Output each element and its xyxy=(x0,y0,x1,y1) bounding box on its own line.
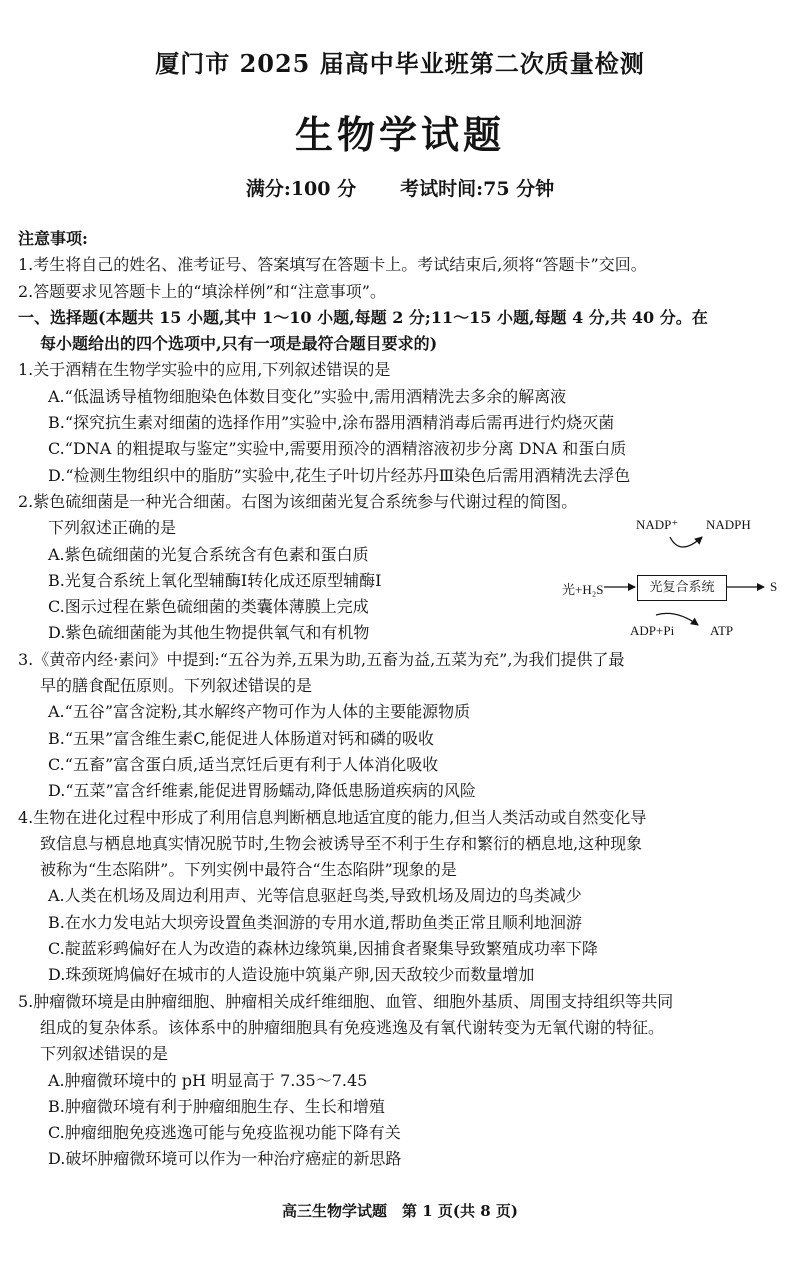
question-1-option-b: B.“探究抗生素对细菌的选择作用”实验中,涂布器用酒精消毒后需再进行灼烧灭菌 xyxy=(48,413,615,433)
section-1-header: 一、选择题(本题共 15 小题,其中 1～10 小题,每题 2 分;11～15 小题,每题 4 分,共 40 分。在 xyxy=(18,307,708,327)
question-2 xyxy=(18,489,784,647)
exam-info xyxy=(0,174,800,201)
question-3-option-b: B.“五果”富含维生素C,能促进人体肠道对钙和磷的吸收 xyxy=(48,728,434,748)
question-3-option-d: D.“五菜”富含纤维素,能促进胃肠蠕动,降低患肠道疾病的风险 xyxy=(48,781,476,801)
question-1-option-c: C.“DNA 的粗提取与鉴定”实验中,需要用预冷的酒精溶液初步分离 DNA 和蛋白质 xyxy=(48,439,627,459)
question-5-option-d: D.破坏肿瘤微环境可以作为一种治疗癌症的新思路 xyxy=(48,1149,402,1169)
question-4-option-a: A.人类在机场及周边利用声、光等信息驱赶鸟类,导致机场及周边的鸟类减少 xyxy=(48,886,582,906)
nadp-arrow xyxy=(670,537,702,547)
nadp-label: NADP⁺ xyxy=(636,516,679,532)
question-1-option-a: A.“低温诱导植物细胞染色体数目变化”实验中,需用酒精洗去多余的解离液 xyxy=(48,386,567,406)
output-label: S xyxy=(770,578,778,594)
section-1-header-cont: 每小题给出的四个选项中,只有一项是最符合题目要求的) xyxy=(40,334,438,354)
question-4-option-b: B.在水力发电站大坝旁设置鱼类洄游的专用水道,帮助鱼类正常且顺利地洄游 xyxy=(48,912,582,932)
question-2-option-a: A.紫色硫细菌的光复合系统含有色素和蛋白质 xyxy=(48,544,369,564)
question-2-option-b: B.光复合系统上氧化型辅酶Ⅰ转化成还原型辅酶Ⅰ xyxy=(48,570,382,590)
question-5-option-b: B.肿瘤微环境有利于肿瘤细胞生存、生长和增殖 xyxy=(48,1096,385,1116)
question-1-option-d: D.“检测生物组织中的脂肪”实验中,花生子叶切片经苏丹Ⅲ染色后需用酒精洗去浮色 xyxy=(48,465,631,485)
notes-heading: 注意事项: xyxy=(18,229,88,248)
exam-title: 厦门市 2025 届高中毕业班第二次质量检测 xyxy=(155,49,645,78)
exam-content xyxy=(18,226,784,1173)
input-label: 光+H₂S xyxy=(562,581,604,597)
question-3 xyxy=(18,647,784,805)
notes-item-1: 1.考生将自己的姓名、准考证号、答案填写在答题卡上。考试结束后,须将“答题卡”交回。 xyxy=(18,255,647,275)
nadph-label: NADPH xyxy=(706,516,751,532)
question-1-stem: 1.关于酒精在生物学实验中的应用,下列叙述错误的是 xyxy=(18,360,391,380)
question-1 xyxy=(18,357,784,488)
question-5-stem-cont-2: 下列叙述错误的是 xyxy=(40,1044,169,1064)
page-footer: 高三生物学试题 第 1 页(共 8 页) xyxy=(282,1202,518,1220)
question-3-stem: 3.《黄帝内经·素问》中提到:“五谷为养,五果为助,五畜为益,五菜为充”,为我们提供了最 xyxy=(18,649,625,669)
question-5-option-a: A.肿瘤微环境中的 pH 明显高于 7.35～7.45 xyxy=(48,1070,368,1090)
question-4 xyxy=(18,805,784,989)
atp-label: ATP xyxy=(710,622,734,638)
question-2-option-d: D.紫色硫细菌能为其他生物提供氧气和有机物 xyxy=(48,623,370,643)
question-4-option-d: D.珠颈斑鸠偏好在城市的人造设施中筑巢产卵,因天敌较少而数量增加 xyxy=(48,965,535,985)
question-5 xyxy=(18,989,784,1173)
adp-label: ADP+Pi xyxy=(630,622,675,638)
notes-item-2: 2.答题要求见答题卡上的“填涂样例”和“注意事项”。 xyxy=(18,281,386,301)
exam-time: 考试时间:75 分钟 xyxy=(400,178,555,200)
question-4-stem-cont-1: 致信息与栖息地真实情况脱节时,生物会被诱导至不利于生存和繁衍的栖息地,这种现象 xyxy=(40,833,643,853)
photosystem-diagram xyxy=(558,515,784,645)
question-3-option-c: C.“五畜”富含蛋白质,适当烹饪后更有利于人体消化吸收 xyxy=(48,754,439,774)
question-4-option-c: C.靛蓝彩鹀偏好在人为改造的森林边缘筑巢,因捕食者聚集导致繁殖成功率下降 xyxy=(48,939,598,959)
question-5-stem: 5.肿瘤微环境是由肿瘤细胞、肿瘤相关成纤维细胞、血管、细胞外基质、周围支持组织等共同 xyxy=(18,991,674,1011)
question-4-stem: 4.生物在进化过程中形成了利用信息判断栖息地适宜度的能力,但当人类活动或自然变化导 xyxy=(18,807,647,827)
photosystem-box: 光复合系统 xyxy=(637,575,727,601)
question-2-option-c: C.图示过程在紫色硫细菌的类囊体薄膜上完成 xyxy=(48,597,369,617)
question-4-stem-cont-2: 被称为“生态陷阱”。下列实例中最符合“生态陷阱”现象的是 xyxy=(40,860,457,880)
question-5-stem-cont-1: 组成的复杂体系。该体系中的肿瘤细胞具有免疫逃逸及有氧代谢转变为无氧代谢的特征。 xyxy=(40,1017,665,1037)
full-score: 满分:100 分 xyxy=(245,178,357,200)
subject-title: 生物学试题 xyxy=(294,112,505,157)
question-2-stem: 2.紫色硫细菌是一种光合细菌。右图为该细菌光复合系统参与代谢过程的简图。 xyxy=(18,491,578,511)
question-3-option-a: A.“五谷”富含淀粉,其水解终产物可作为人体的主要能源物质 xyxy=(48,702,471,722)
question-2-stem-cont: 下列叙述正确的是 xyxy=(48,518,177,538)
question-5-option-c: C.肿瘤细胞免疫逃逸可能与免疫监视功能下降有关 xyxy=(48,1123,401,1143)
question-3-stem-cont: 早的膳食配伍原则。下列叙述错误的是 xyxy=(40,676,313,696)
